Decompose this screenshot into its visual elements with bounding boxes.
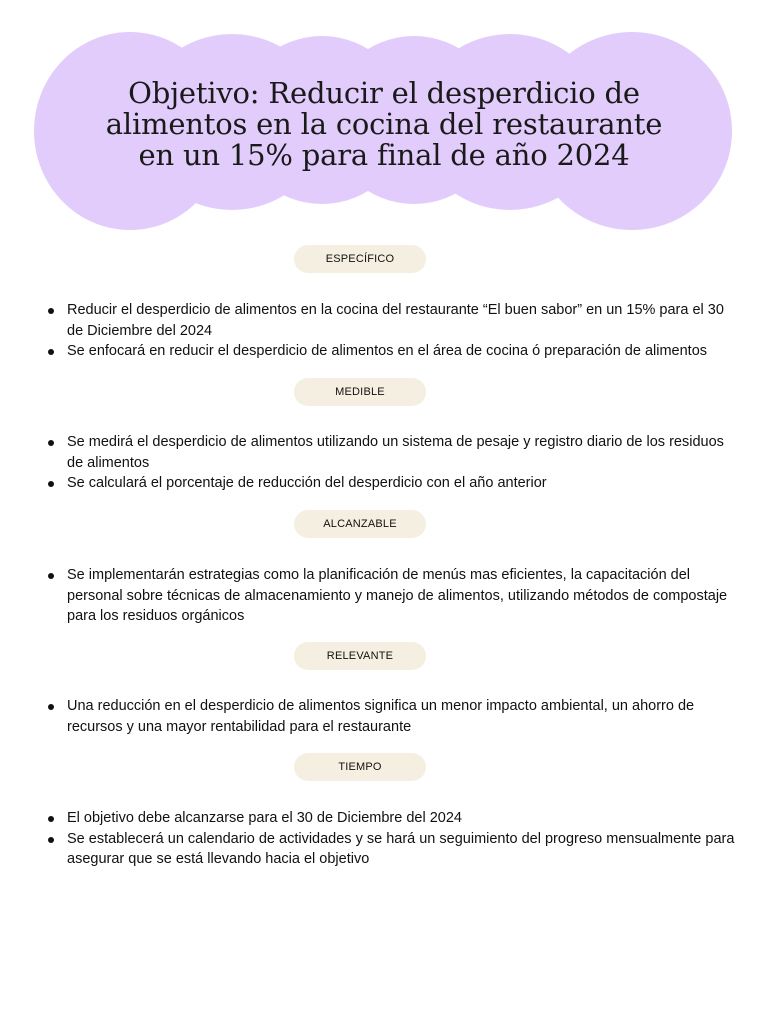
section-badge-tiempo: TIEMPO xyxy=(294,753,426,781)
list-item-text: Se establecerá un calendario de actividades y se hará un seguimiento del progreso mensualmente para asegurar que se está llevando hacia el objetivo xyxy=(67,830,735,867)
list-item xyxy=(48,473,738,494)
section-badge-especifico: ESPECÍFICO xyxy=(294,245,426,273)
bullet-list-relevante xyxy=(48,696,738,737)
list-item-text: Se medirá el desperdicio de alimentos utilizando un sistema de pesaje y registro diario de los residuos de alimentos xyxy=(67,434,724,471)
bullet-icon xyxy=(48,573,54,579)
section-badge-medible: MEDIBLE xyxy=(294,378,426,406)
title-line: alimentos en la cocina del restaurante xyxy=(105,107,663,141)
bullet-icon xyxy=(48,816,54,822)
bullet-icon xyxy=(48,440,54,446)
bullet-list-especifico xyxy=(48,300,738,362)
list-item-text: Se calculará el porcentaje de reducción del desperdicio con el año anterior xyxy=(67,475,547,491)
bullet-icon xyxy=(48,308,54,314)
list-item-text: El objetivo debe alcanzarse para el 30 de Diciembre del 2024 xyxy=(67,810,462,826)
page-title xyxy=(80,78,688,171)
section-badge-alcanzable: ALCANZABLE xyxy=(294,510,426,538)
bullet-list-tiempo xyxy=(48,808,738,870)
list-item xyxy=(48,432,738,473)
bullet-icon xyxy=(48,349,54,355)
title-line: en un 15% para final de año 2024 xyxy=(138,138,630,172)
list-item-text: Se implementarán estrategias como la planificación de menús mas eficientes, la capacitación del personal sobre técnicas de almacenamiento y manejo de alimentos, utilizando métodos de compostaje para los residuos orgánicos xyxy=(67,567,728,624)
list-item xyxy=(48,808,738,829)
bullet-list-medible xyxy=(48,432,738,494)
bullet-list-alcanzable xyxy=(48,565,738,627)
list-item xyxy=(48,300,738,341)
list-item-text: Se enfocará en reducir el desperdicio de alimentos en el área de cocina ó preparación de alimentos xyxy=(67,343,708,359)
list-item xyxy=(48,565,738,627)
title-line: Objetivo: Reducir el desperdicio de xyxy=(128,76,640,110)
bullet-icon xyxy=(48,481,54,487)
list-item-text: Una reducción en el desperdicio de alimentos significa un menor impacto ambiental, un ahorro de recursos y una mayor rentabilidad para el restaurante xyxy=(67,698,695,735)
section-badge-relevante: RELEVANTE xyxy=(294,642,426,670)
bullet-icon xyxy=(48,837,54,843)
list-item xyxy=(48,829,738,870)
list-item xyxy=(48,341,738,362)
bullet-icon xyxy=(48,704,54,710)
list-item xyxy=(48,696,738,737)
list-item-text: Reducir el desperdicio de alimentos en la cocina del restaurante “El buen sabor” en un 15% para el 30 de Diciembre del 2024 xyxy=(67,302,724,339)
